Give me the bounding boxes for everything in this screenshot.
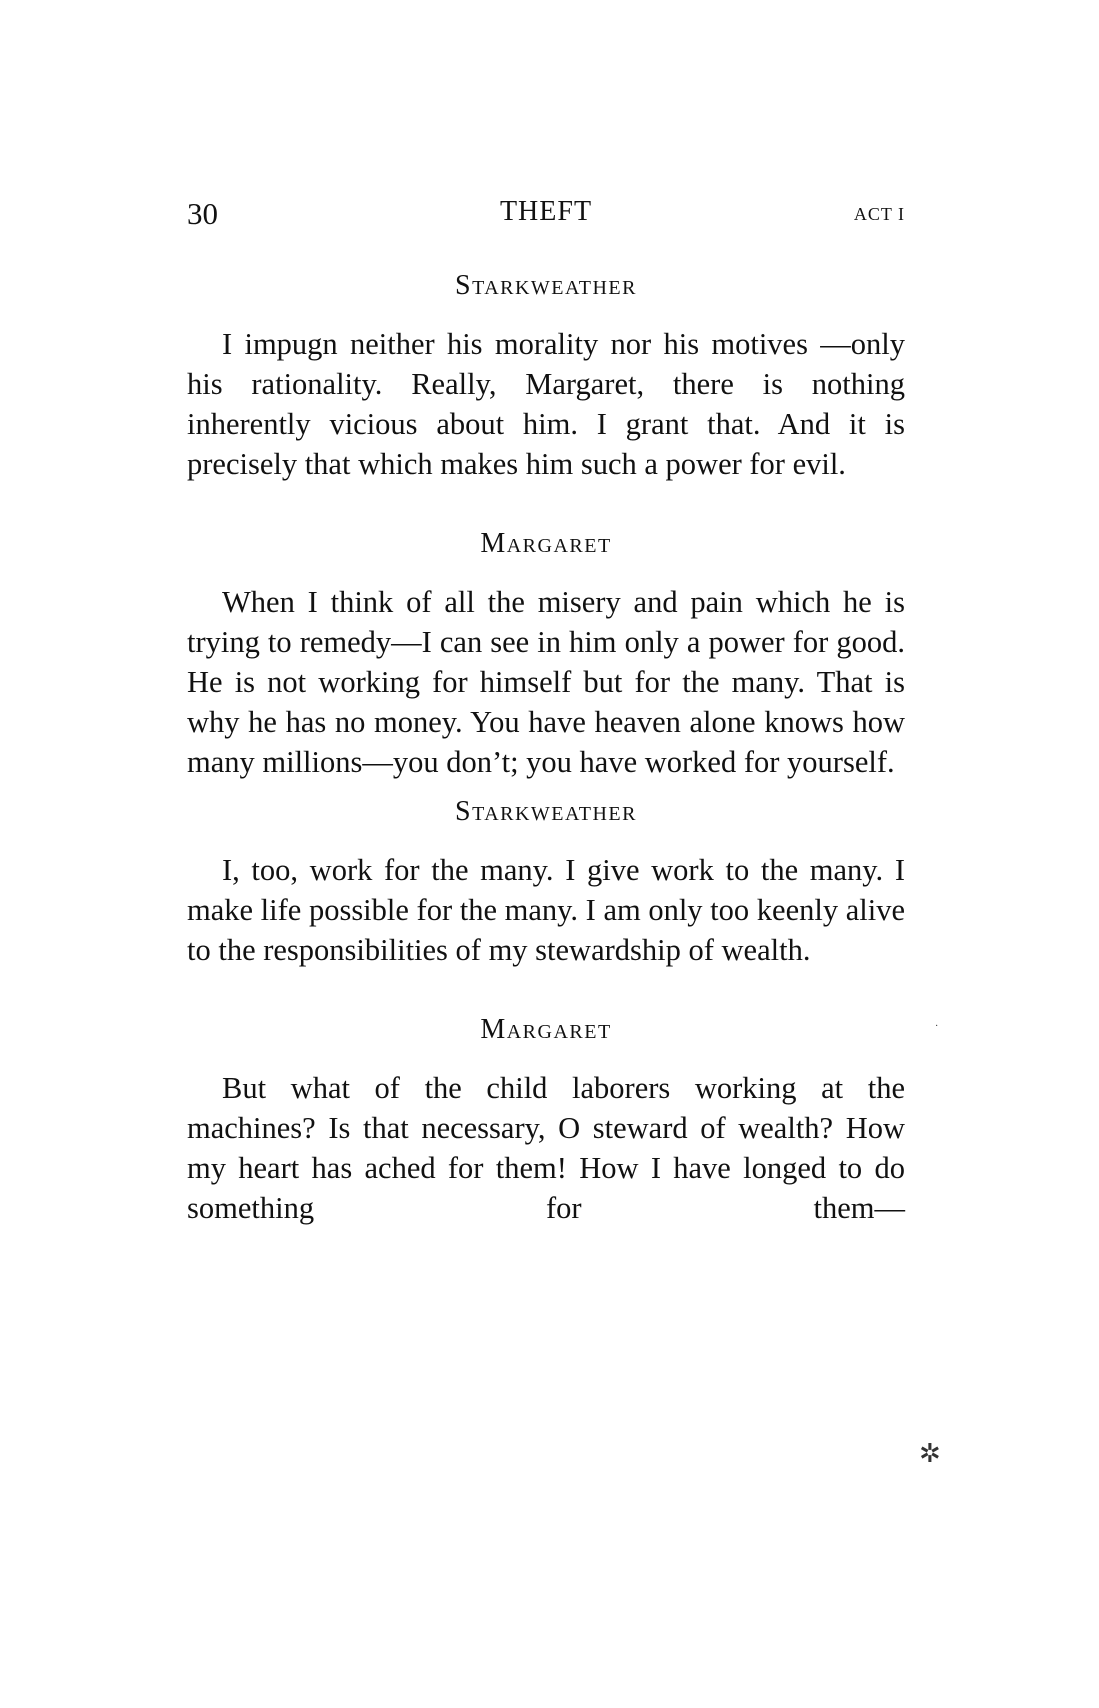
dialogue-block [187, 270, 905, 1228]
speech-text: I, too, work for the many. I give work to the many. I make life possible for the many. I am only too keenly alive to the responsibilities of my stewardship of wealth. [187, 853, 905, 967]
speaker-name: Margaret [480, 1014, 612, 1045]
speech-text: I impugn neither his morality nor his motives —only his rationality. Really, Margaret, there is nothing inherently vicious about him. I grant that. And it is precisely that which makes him such a power for evil. [187, 327, 905, 481]
speaker-name: Margaret [480, 528, 612, 559]
act-label: ACT I [853, 204, 905, 224]
speech-text: But what of the child laborers working at the machines? Is that necessary, O steward of wealth? How my heart has ached for them! How I have longed to do something for them— [187, 1071, 905, 1225]
print-blot-icon: ✲ [919, 1439, 941, 1468]
running-head [187, 196, 905, 236]
speaker-name: Starkweather [455, 270, 637, 301]
print-speck: · [935, 1021, 939, 1032]
running-title: THEFT [499, 196, 593, 227]
page-number: 30 [187, 196, 218, 231]
speaker-name: Starkweather [455, 796, 637, 827]
speech-text: When I think of all the misery and pain which he is trying to remedy—I can see in him only a power for good. He is not working for himself but for the many. That is why he has no money. You have heaven alone knows how many millions—you don’t; you have worked for yourself. [187, 585, 905, 779]
